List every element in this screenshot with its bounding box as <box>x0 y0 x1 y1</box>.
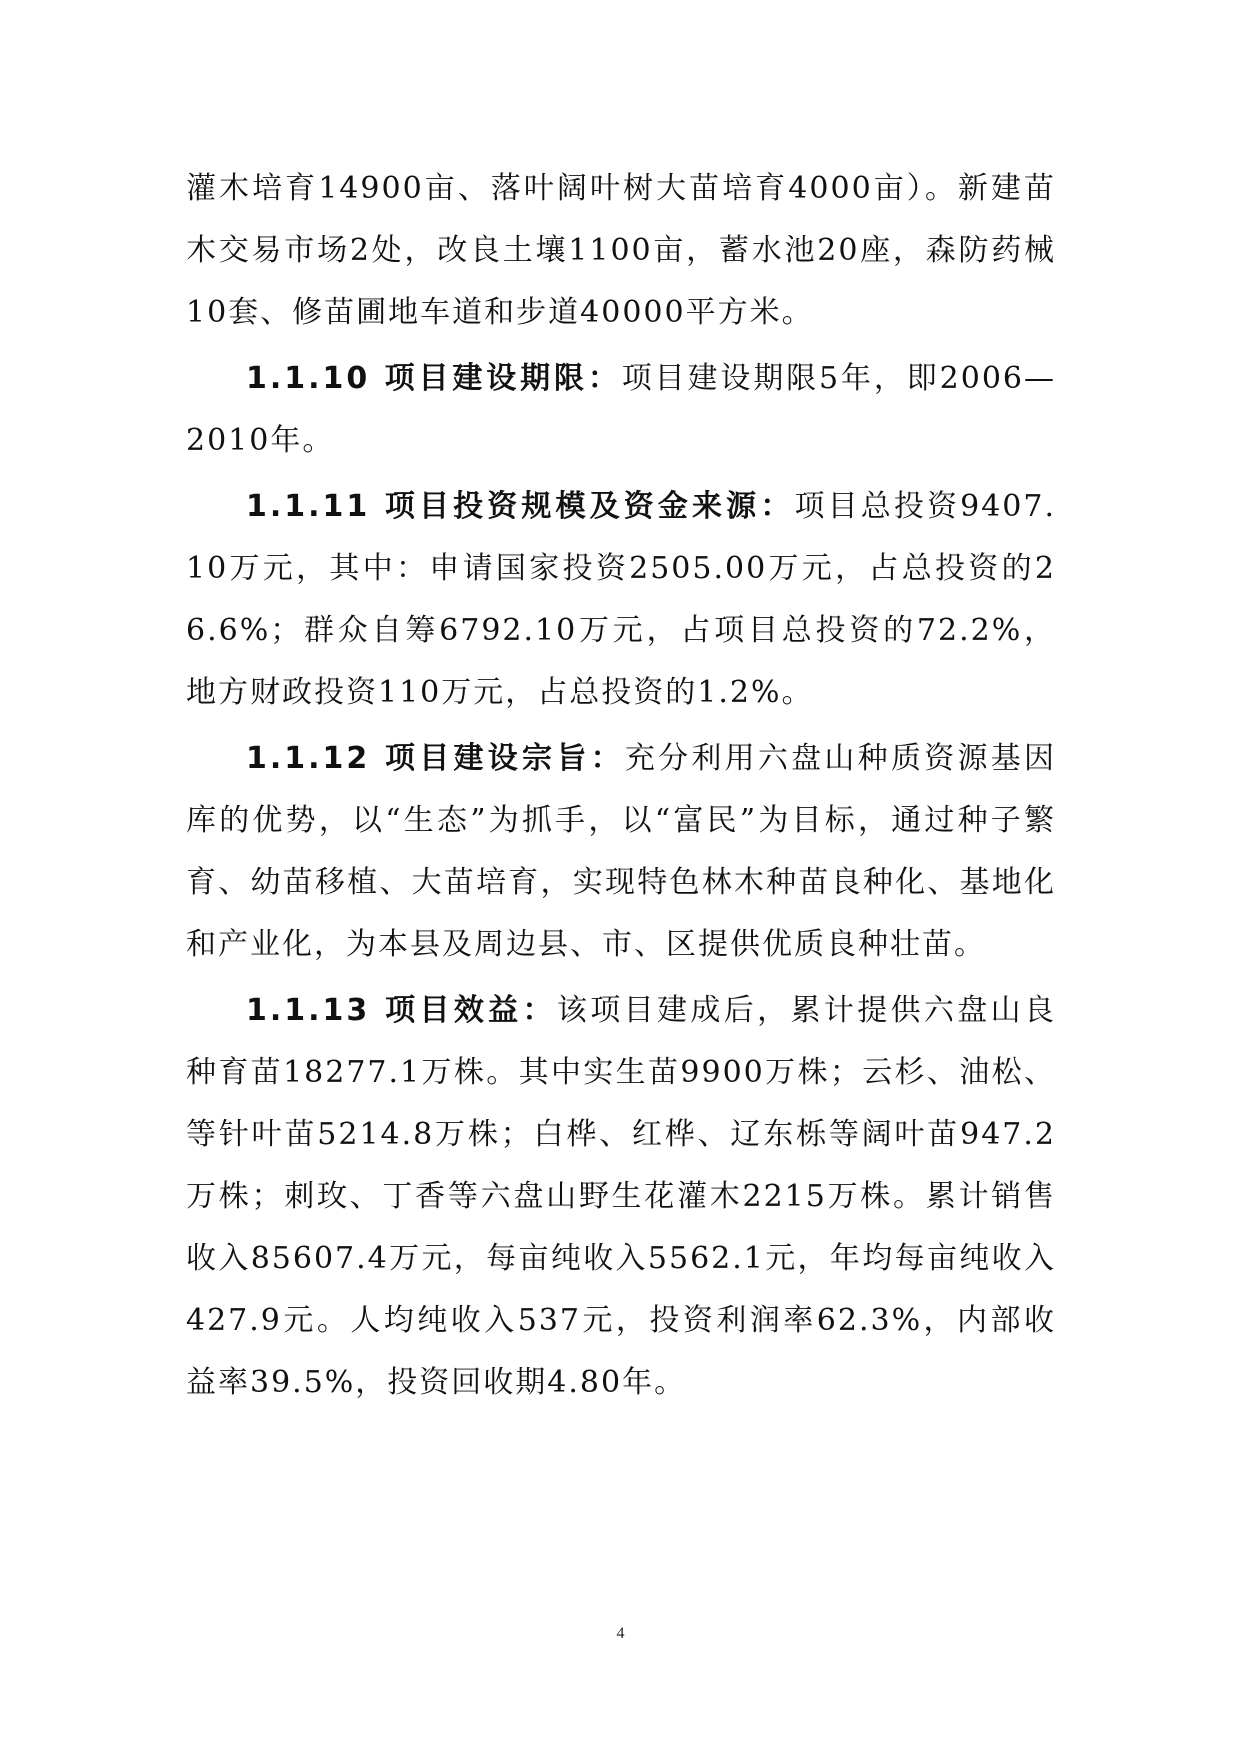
paragraph-continuation <box>186 158 1056 344</box>
section-heading: 1.1.10 项目建设期限： <box>246 361 622 396</box>
paragraph-text: 项目建设期限5年，即2006—2010年。 <box>186 361 1057 458</box>
paragraph-text: 灌木培育14900亩、落叶阔叶树大苗培育4000亩）。新建苗木交易市场2处，改良土壤1100亩，蓄水池20座，森防药械10套、修苗圃地车道和步道40000平方米。 <box>186 171 1056 330</box>
body-text <box>186 158 1056 1418</box>
section-heading: 1.1.12 项目建设宗旨： <box>246 741 625 776</box>
paragraph-purpose <box>186 728 1056 976</box>
paragraph-text: 该项目建成后，累计提供六盘山良种育苗18277.1万株。其中实生苗9900万株；云杉、油松、等针叶苗5214.8万株；白桦、红桦、辽东栎等阔叶苗947.2万株；刺玫、丁香等六盘山野生花灌木2215万株。累计销售收入85607.4万元，每亩纯收入5562.1元，年均每亩纯收入427.9元。人均纯收入537元，投资利润率62.3%，内部收益率39.5%，投资回收期4.80年。 <box>186 993 1057 1400</box>
paragraph-benefits <box>186 980 1056 1414</box>
page-number: 4 <box>616 1625 625 1642</box>
paragraph-text: 项目总投资9407.10万元，其中：申请国家投资2505.00万元，占总投资的26.6%；群众自筹6792.10万元，占项目总投资的72.2%，地方财政投资110万元，占总投资的1.2%。 <box>186 489 1056 710</box>
section-heading: 1.1.11 项目投资规模及资金来源： <box>246 489 795 524</box>
section-heading: 1.1.13 项目效益： <box>246 993 557 1028</box>
paragraph-construction-period <box>186 348 1056 472</box>
paragraph-investment <box>186 476 1056 724</box>
paragraph-text: 充分利用六盘山种质资源基因库的优势，以“生态”为抓手，以“富民”为目标，通过种子繁育、幼苗移植、大苗培育，实现特色林木种苗良种化、基地化和产业化，为本县及周边县、市、区提供优质良种壮苗。 <box>186 741 1057 962</box>
